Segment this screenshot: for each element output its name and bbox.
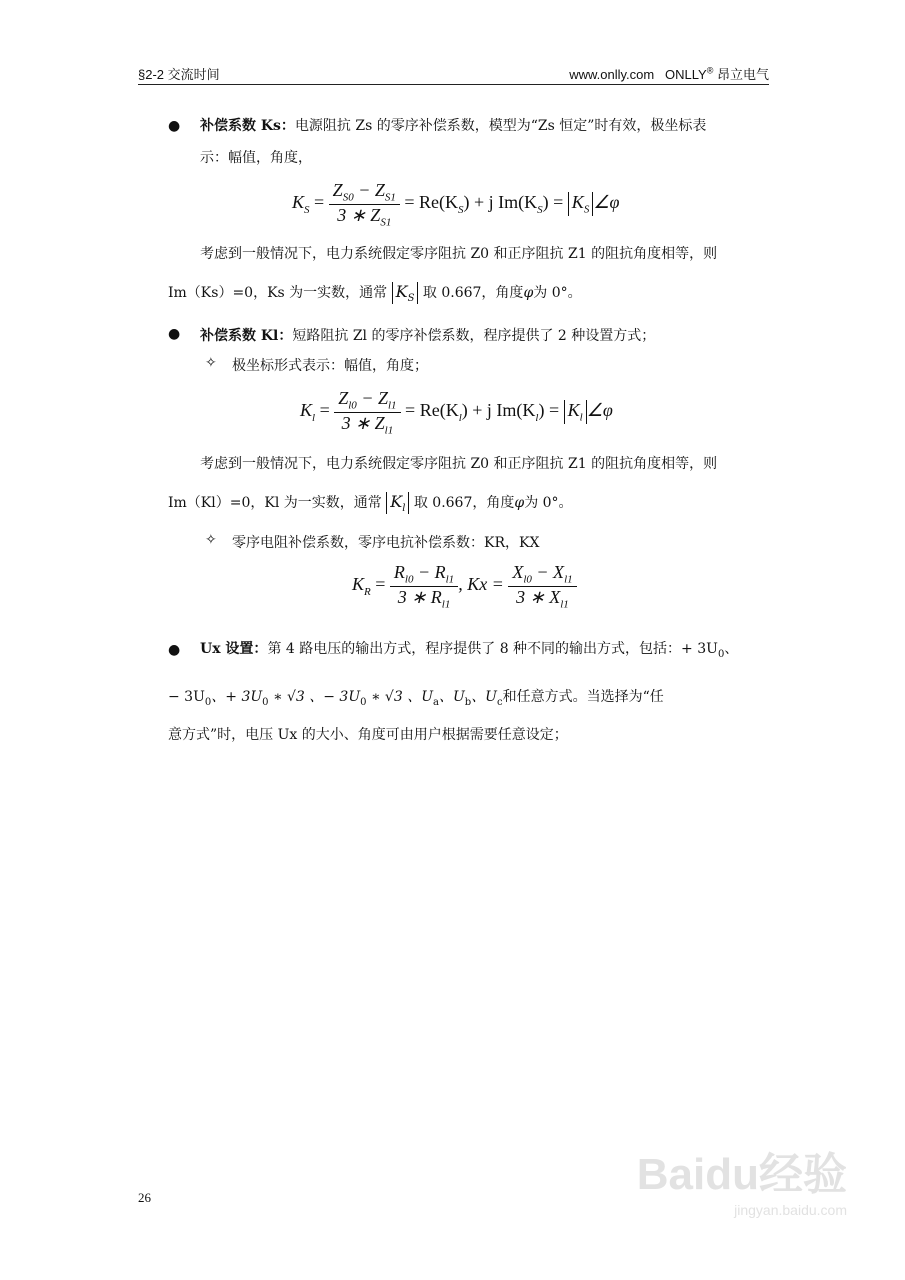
ks-paragraph — [200, 110, 770, 142]
kl-option2: 零序电阻补偿系数，零序电抗补偿系数：KR，KX — [232, 535, 540, 551]
diamond-bullet-icon: ✧ — [205, 532, 217, 548]
ux-title: Ux 设置： — [200, 641, 268, 657]
kx-fraction: $\frac{X_{l0} - X_{l1}}{3 ∗ X_{l1}}$ — [508, 562, 576, 610]
page-number: 26 — [138, 1190, 151, 1205]
kl-option1: 极坐标形式表示：幅值，角度； — [232, 358, 428, 374]
watermark — [637, 1138, 847, 1218]
website-url: www.onlly.com — [569, 67, 655, 82]
company-name: 昂立电气 — [716, 67, 769, 82]
ux-line2: − $3U_0$、+ $3U_0$ ∗ √3 、− $3U_0$ ∗ √3 、$U_a$、$U_b$、$U_c$和任意方式。当选择为“任 — [168, 689, 664, 708]
ux-line1: Ux 设置：第 4 路电压的输出方式，程序提供了 8 种不同的输出方式，包括：+ $3U_0$、 — [200, 641, 739, 660]
watermark-url: jingyan.baidu.com — [734, 1202, 847, 1218]
kr-kx-equation: $K_R$ = $\frac{R_{l0} - R_{l1}}{3 ∗ R_{l1}}$ , Kx = $\frac{X_{l0} - X_{l1}}{3 ∗ X_{l1}}$ — [352, 562, 577, 610]
header-right — [569, 64, 769, 83]
diamond-bullet-icon: ✧ — [205, 355, 217, 371]
kr-fraction: $\frac{R_{l0} - R_{l1}}{3 ∗ R_{l1}}$ — [390, 562, 458, 610]
ks-note-line1: 考虑到一般情况下，电力系统假定零序阻抗 Z0 和正序阻抗 Z1 的阻抗角度相等，则 — [200, 246, 718, 262]
kl-equation: $K_l$ = $\frac{Z_{l0} - Z_{l1}}{3 ∗ Z_{l1}}$ = $Re(K_l) + j$ $Im(K_l) = K_l$ ∠φ — [300, 388, 613, 437]
ux-line3: 意方式”时，电压 Ux 的大小、角度可由用户根据需要任意设定； — [168, 727, 568, 743]
kl-note-line2: Im（Kl）=0，Kl 为一实数，通常 $K_l$ 取 0.667，角度φ为 0°。 — [168, 492, 573, 515]
ks-title: 补偿系数 Ks： — [200, 118, 295, 134]
ks-equation: $K_S$ = $\frac{Z_{S0} - Z_{S1}}{3 ∗ Z_{S1}}$ = $Re(K_S) + j$ $Im(K_S) = K_S$ ∠φ — [292, 180, 620, 229]
page-header — [138, 62, 769, 85]
bullet-icon: ● — [168, 326, 181, 342]
watermark-logo: Baidu经验 — [636, 1150, 847, 1199]
ks-fraction: $\frac{Z_{S0} - Z_{S1}}{3 ∗ Z_{S1}}$ — [329, 180, 400, 228]
ks-note-line2: Im（Ks）=0，Ks 为一实数，通常 $K_S$ 取 0.667，角度φ为 0°。 — [168, 282, 582, 305]
brand-name: ONLLY — [665, 67, 707, 82]
bullet-icon: ● — [168, 642, 181, 658]
bullet-icon: ● — [168, 118, 181, 134]
registered-mark: ® — [706, 65, 714, 76]
kl-title: 补偿系数 Kl： — [200, 328, 293, 344]
ks-line1: 电源阻抗 Zs 的零序补偿系数，模型为“Zs 恒定”时有效，极坐标表 — [294, 118, 707, 134]
kl-note-line1: 考虑到一般情况下，电力系统假定零序阻抗 Z0 和正序阻抗 Z1 的阻抗角度相等，则 — [200, 456, 718, 472]
kl-fraction: $\frac{Z_{l0} - Z_{l1}}{3 ∗ Z_{l1}}$ — [334, 388, 400, 436]
kl-paragraph — [200, 325, 655, 345]
section-label: §2-2 交流时间 — [138, 67, 220, 82]
kl-line1: 短路阻抗 Zl 的零序补偿系数，程序提供了 2 种设置方式； — [292, 328, 656, 344]
ks-line2: 示：幅值，角度， — [200, 150, 312, 166]
